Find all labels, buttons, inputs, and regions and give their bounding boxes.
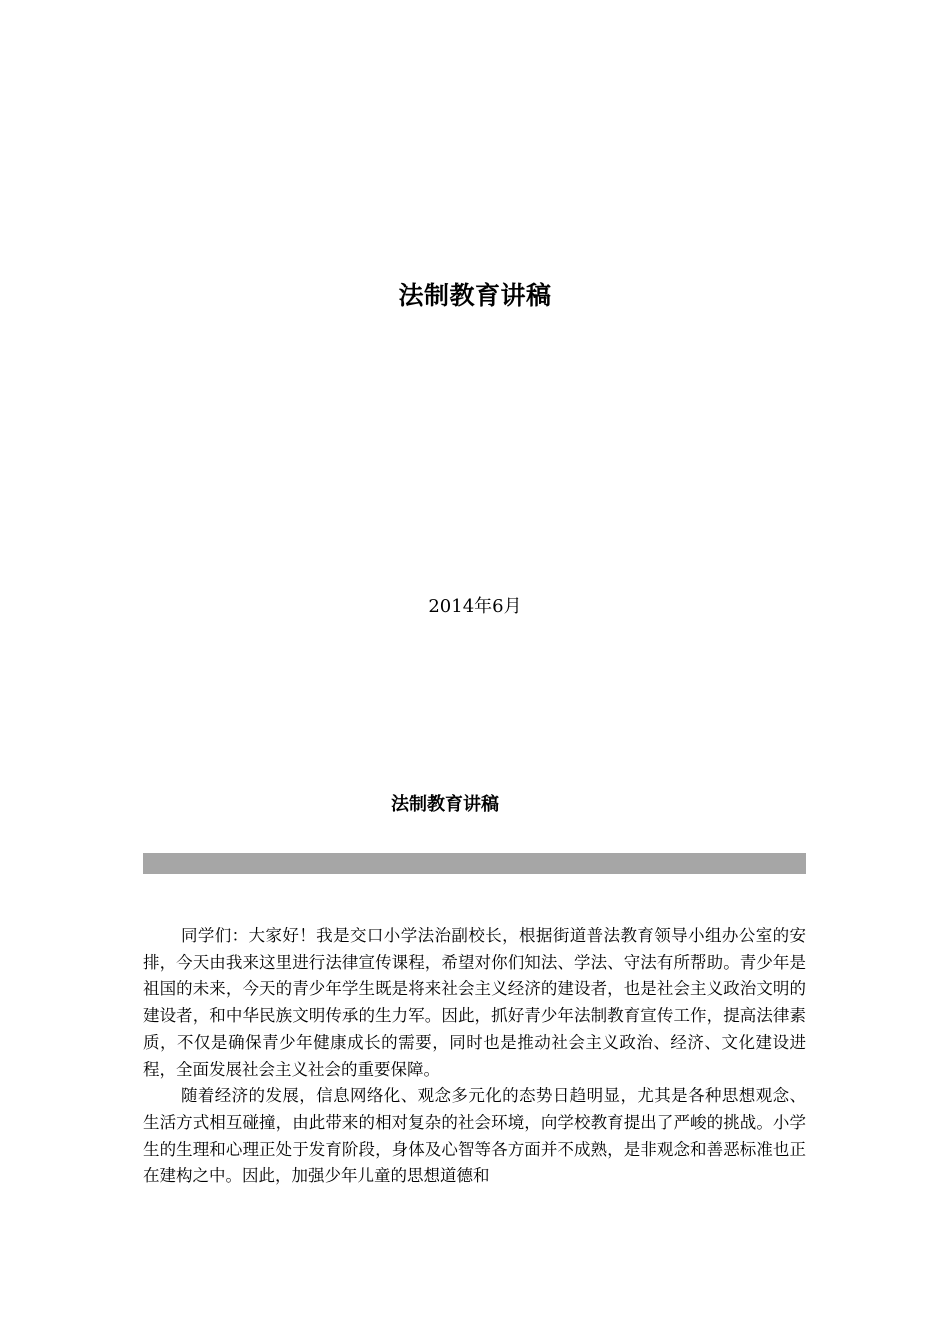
- document-title: 法制教育讲稿: [391, 794, 499, 815]
- cover-title: 法制教育讲稿: [398, 281, 552, 310]
- document-body: [143, 923, 806, 1190]
- body-paragraph-1: 同学们：大家好！我是交口小学法治副校长，根据街道普法教育领导小组办公室的安排，今天由我来这里进行法律宣传课程，希望对你们知法、学法、守法有所帮助。青少年是祖国的未来，今天的青少年学生既是将来社会主义经济的建设者，也是社会主义政治文明的建设者，和中华民族文明传承的生力军。因此，抓好青少年法制教育宣传工作，提高法律素质，不仅是确保青少年健康成长的需要，同时也是推动社会主义政治、经济、文化建设进程，全面发展社会主义社会的重要保障。: [143, 926, 806, 1079]
- cover-date: 2014年6月: [428, 596, 522, 617]
- title-divider-bar: [143, 853, 806, 874]
- body-paragraph-2: 随着经济的发展，信息网络化、观念多元化的态势日趋明显，尤其是各种思想观念、生活方式相互碰撞，由此带来的相对复杂的社会环境，向学校教育提出了严峻的挑战。小学生的生理和心理正处于发育阶段，身体及心智等各方面并不成熟，是非观念和善恶标准也正在建构之中。因此，加强少年儿童的思想道德和: [143, 1086, 806, 1186]
